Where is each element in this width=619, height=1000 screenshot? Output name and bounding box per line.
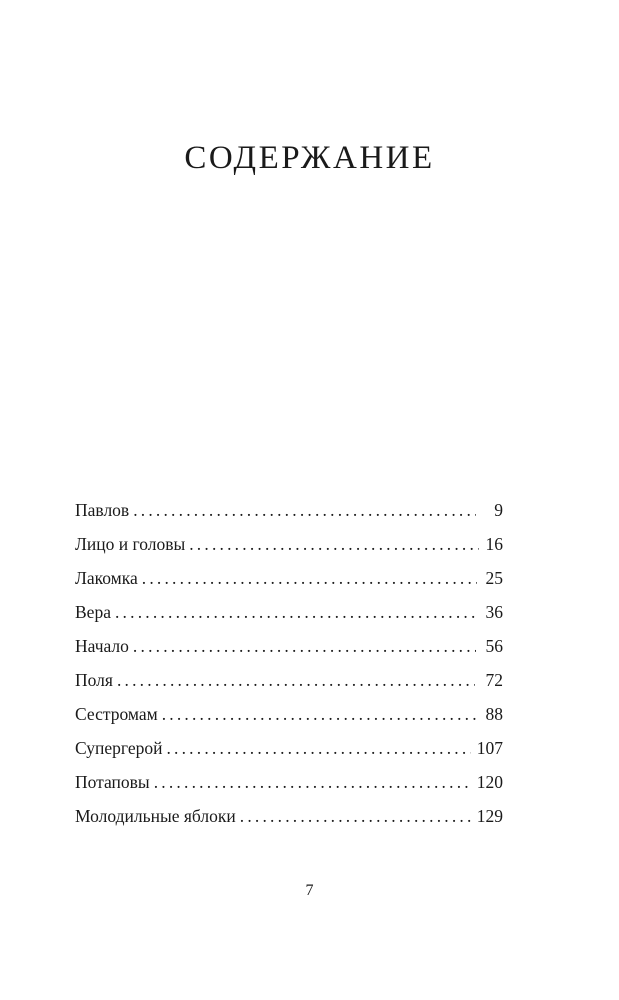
toc-entry-page: 56	[485, 636, 503, 656]
toc-entry-page: 36	[485, 602, 503, 622]
page-title: СОДЕРЖАНИЕ	[184, 140, 435, 176]
toc-entry	[75, 602, 503, 636]
toc-entry	[75, 772, 503, 806]
toc-entry-page: 129	[476, 806, 503, 826]
toc-entry-title: Вера	[75, 602, 111, 622]
toc-entry-title: Потаповы	[75, 772, 150, 792]
toc-entry	[75, 704, 503, 738]
toc-leader-dots	[189, 534, 479, 555]
toc-entry-title: Лицо и головы	[75, 534, 186, 554]
toc-entry-page: 88	[485, 704, 503, 724]
toc-entry-page: 16	[485, 534, 503, 554]
toc-entry	[75, 534, 503, 568]
toc-entry-title: Павлов	[75, 500, 130, 520]
toc-leader-dots	[115, 602, 475, 623]
toc-leader-dots	[133, 500, 476, 521]
toc-entry	[75, 636, 503, 670]
toc-entry-page: 72	[485, 670, 503, 690]
toc-entry-title: Супергерой	[75, 738, 163, 758]
toc-entry	[75, 806, 503, 840]
toc-entry-page: 107	[476, 738, 503, 758]
toc-entry-page: 9	[494, 500, 503, 520]
toc-entry-page: 25	[485, 568, 503, 588]
toc-entry-title: Начало	[75, 636, 129, 656]
toc-leader-dots	[154, 772, 471, 793]
toc-entry-title: Лакомка	[75, 568, 138, 588]
toc-leader-dots	[142, 568, 477, 589]
toc-entry-title: Молодильные яблоки	[75, 806, 236, 826]
toc-entry	[75, 738, 503, 772]
toc-leader-dots	[117, 670, 475, 691]
page-number: 7	[305, 882, 314, 899]
toc-entry	[75, 670, 503, 704]
table-of-contents	[75, 500, 503, 840]
toc-entry-title: Сестромам	[75, 704, 158, 724]
toc-entry	[75, 568, 503, 602]
toc-leader-dots	[240, 806, 471, 827]
toc-entry	[75, 500, 503, 534]
toc-entry-title: Поля	[75, 670, 113, 690]
toc-leader-dots	[166, 738, 470, 759]
toc-leader-dots	[162, 704, 478, 725]
toc-leader-dots	[133, 636, 476, 657]
toc-entry-page: 120	[476, 772, 503, 792]
